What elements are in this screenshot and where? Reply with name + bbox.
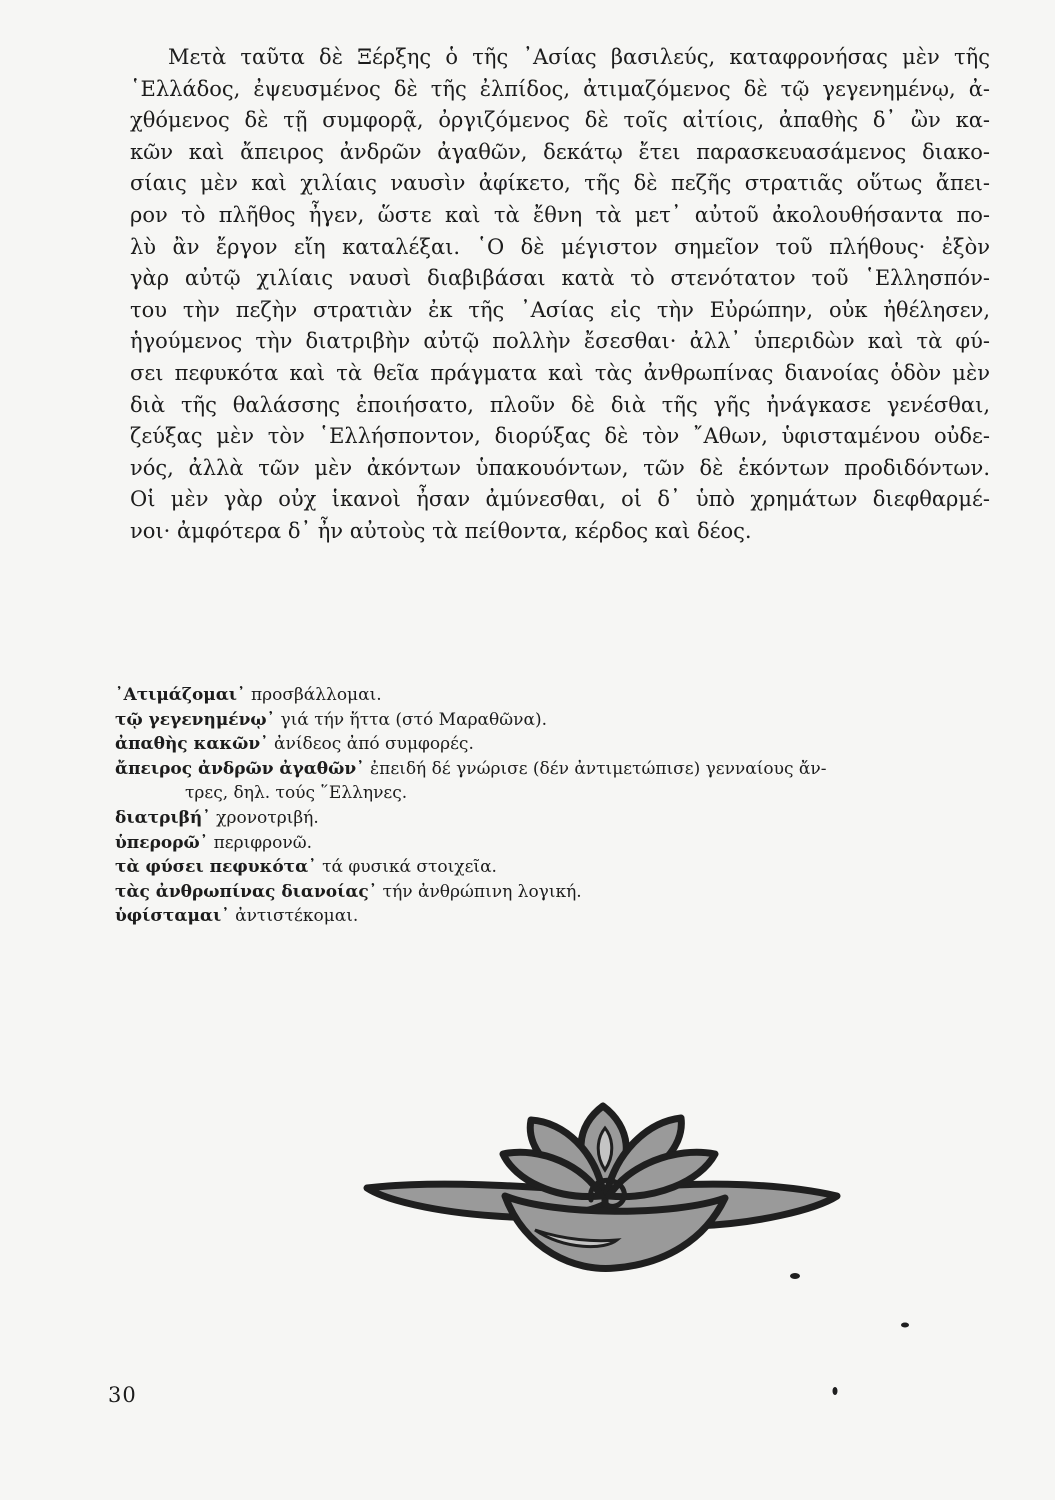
main-text xyxy=(130,42,990,548)
glossary-term: τῷ γεγενημένῳ᾿ xyxy=(115,709,276,730)
glossary-term: ἄπειρος ἀνδρῶν ἀγαθῶν᾿ xyxy=(115,758,365,779)
text-line: Μετὰ ταῦτα δὲ Ξέρξης ὁ τῆς ᾿Ασίας βασιλεύς, καταφρονήσας μὲν τῆς xyxy=(168,45,990,69)
glossary-definition: ἀνίδεος ἀπό συμφορές. xyxy=(268,734,474,755)
text-line: ῾Ελλάδος, ἐψευσμένος δὲ τῆς ἐλπίδος, ἀτιμαζόμενος δὲ τῷ γεγενημένῳ, ἀ- xyxy=(130,76,990,101)
text-line: κῶν καὶ ἄπειρος ἀνδρῶν ἀγαθῶν, δεκάτῳ ἔτει παρασκευασάμενος διακο- xyxy=(130,139,990,164)
glossary-definition: ἐπειδή δέ γνώρισε (δέν ἀντιμετώπισε) γενναίους ἄν- xyxy=(364,758,827,779)
text-line: ἡγούμενος τὴν διατριβὴν αὐτῷ πολλὴν ἔσεσθαι· ἀλλ᾿ ὑπεριδὼν καὶ τὰ φύ- xyxy=(130,329,990,354)
lotus-ornament-icon xyxy=(355,1100,855,1300)
glossary-definition: ἀντιστέκομαι. xyxy=(229,906,359,927)
glossary-definition: χρονοτριβή. xyxy=(210,807,319,828)
glossary-entry xyxy=(115,757,995,806)
glossary-term: ἀπαθὴς κακῶν᾿ xyxy=(115,734,269,755)
glossary-entry xyxy=(115,732,995,757)
glossary-term: τὰ φύσει πεφυκότα᾿ xyxy=(115,857,317,878)
glossary-entry xyxy=(115,831,995,856)
glossary-definition: τά φυσικά στοιχεῖα. xyxy=(316,857,497,878)
speck-mark xyxy=(900,1320,910,1330)
glossary xyxy=(115,683,995,929)
glossary-definition: προσβάλλομαι. xyxy=(245,685,382,705)
text-line: λὺ ἂν ἔργον εἴη καταλέξαι. ῾Ο δὲ μέγιστον σημεῖον τοῦ πλήθους· ἐξὸν xyxy=(130,234,990,259)
text-line: ζεύξας μὲν τὸν ῾Ελλήσποντον, διορύξας δὲ τὸν ῎Αθων, ὑφισταμένου οὐδε- xyxy=(130,424,990,449)
text-line: νοι· ἀμφότερα δ᾿ ἦν αὐτοὺς τὰ πείθοντα, κέρδος καὶ δέος. xyxy=(130,518,752,543)
text-line: σίαις μὲν καὶ χιλίαις ναυσὶν ἀφίκετο, τῆς δὲ πεζῆς στρατιᾶς οὕτως ἄπει- xyxy=(130,171,990,196)
glossary-entry xyxy=(115,683,995,708)
text-line: σει πεφυκότα καὶ τὰ θεῖα πράγματα καὶ τὰς ἀνθρωπίνας διανοίας ὁδὸν μὲν xyxy=(130,360,990,385)
glossary-term: τὰς ἀνθρωπίνας διανοίας᾿ xyxy=(115,881,378,902)
glossary-definition: τήν ἀνθρώπινη λογική. xyxy=(377,881,582,902)
glossary-entry xyxy=(115,904,995,929)
text-line: νός, ἀλλὰ τῶν μὲν ἀκόντων ὑπακουόντων, τῶν δὲ ἑκόντων προδιδόντων. xyxy=(130,455,990,480)
glossary-entry xyxy=(115,708,995,733)
speck-mark xyxy=(830,1386,840,1396)
glossary-entry xyxy=(115,806,995,831)
glossary-term: ὑπερορῶ᾿ xyxy=(115,832,209,853)
ornament-speck xyxy=(790,1273,800,1279)
glossary-term: ὑφίσταμαι᾿ xyxy=(115,906,230,927)
glossary-term: ᾿Ατιμάζομαι᾿ xyxy=(115,685,246,705)
glossary-definition: γιά τήν ἥττα (στό Μαραθῶνα). xyxy=(275,709,547,730)
glossary-term: διατριβή᾿ xyxy=(115,807,211,828)
ornament-inner xyxy=(598,1128,612,1170)
page-number: 30 xyxy=(108,1383,137,1407)
text-line: του τὴν πεζὴν στρατιὰν ἐκ τῆς ᾿Ασίας εἰς τὴν Εὐρώπην, οὐκ ἠθέλησεν, xyxy=(130,297,990,322)
text-line: ρον τὸ πλῆθος ἦγεν, ὥστε καὶ τὰ ἔθνη τὰ μετ᾿ αὐτοῦ ἀκολουθήσαντα πο- xyxy=(130,202,990,227)
glossary-entry xyxy=(115,880,995,905)
glossary-definition: περιφρονῶ. xyxy=(208,832,312,853)
text-line: χθόμενος δὲ τῇ συμφορᾷ, ὀργιζόμενος δὲ τοῖς αἰτίοις, ἀπαθὴς δ᾿ ὢν κα- xyxy=(130,108,990,133)
text-line: διὰ τῆς θαλάσσης ἐποιήσατο, πλοῦν δὲ διὰ τῆς γῆς ἠνάγκασε γενέσθαι, xyxy=(130,392,990,417)
text-line: γὰρ αὐτῷ χιλίαις ναυσὶ διαβιβάσαι κατὰ τὸ στενότατον τοῦ ῾Ελλησπόν- xyxy=(130,266,990,291)
glossary-definition-continuation: τρες, δηλ. τούς ῞Ελληνες. xyxy=(185,783,408,804)
text-line: Οἱ μὲν γὰρ οὐχ ἱκανοὶ ἦσαν ἀμύνεσθαι, οἱ δ᾿ ὑπὸ χρημάτων διεφθαρμέ- xyxy=(130,487,990,512)
glossary-entry xyxy=(115,855,995,880)
